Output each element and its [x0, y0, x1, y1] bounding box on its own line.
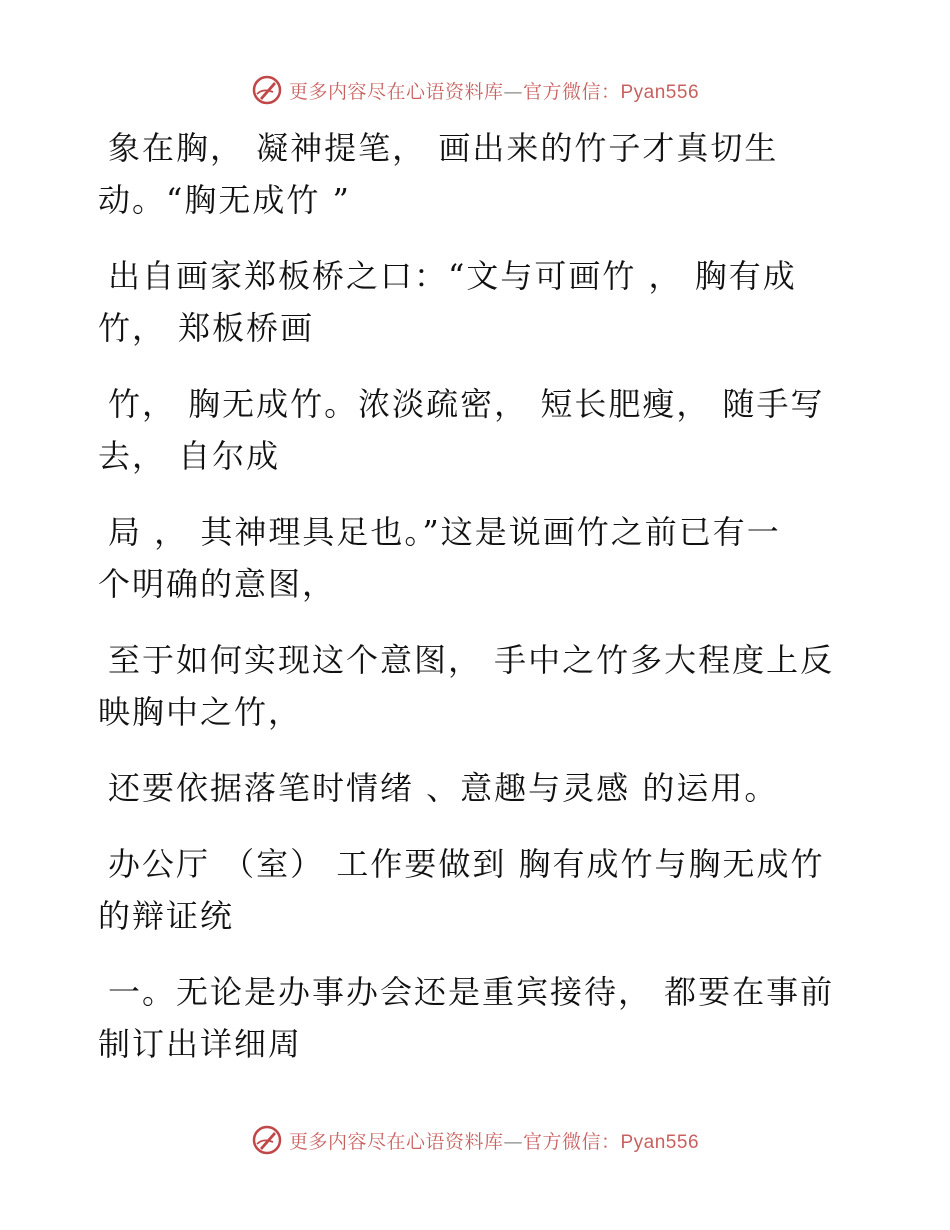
- document-body: [98, 122, 858, 1094]
- paragraph-1: [98, 122, 858, 226]
- paragraph-line: 还要依据落笔时情绪 、意趣与灵感 的运用。: [108, 769, 779, 807]
- paragraph-line: 竹， 郑板桥画: [98, 309, 315, 347]
- paragraph-4: [98, 506, 858, 610]
- paragraph-7: [98, 838, 858, 942]
- paragraph-line: 办公厅 （室） 工作要做到 胸有成竹与胸无成竹: [108, 845, 825, 883]
- paragraph-line: 象在胸， 凝神提笔， 画出来的竹子才真切生: [108, 129, 779, 167]
- watermark-account: Pyan556: [620, 81, 700, 103]
- watermark-main: 更多内容尽在心语资料库: [288, 80, 504, 103]
- header-watermark: [0, 70, 950, 110]
- watermark-separator: —: [503, 80, 523, 103]
- paragraph-line: 竹， 胸无成竹。浓淡疏密， 短长肥瘦， 随手写: [108, 385, 825, 423]
- watermark-label: 官方微信：: [522, 80, 621, 103]
- paragraph-line: 映胸中之竹，: [98, 693, 303, 731]
- paragraph-line: 局 ， 其神理具足也。”这是说画竹之前已有一: [108, 513, 781, 551]
- paragraph-line: 至于如何实现这个意图， 手中之竹多大程度上反: [108, 641, 835, 679]
- paragraph-2: [98, 250, 858, 354]
- paragraph-3: [98, 378, 858, 482]
- paragraph-line: 制订出详细周: [98, 1025, 303, 1063]
- paragraph-5: [98, 634, 858, 738]
- paragraph-line: 个明确的意图，: [98, 565, 337, 603]
- paragraph-line: 一。无论是办事办会还是重宾接待， 都要在事前: [108, 973, 835, 1011]
- watermark-separator: —: [503, 1130, 523, 1153]
- watermark-main: 更多内容尽在心语资料库: [288, 1130, 504, 1153]
- paragraph-line: 的辩证统: [98, 897, 235, 935]
- watermark-text: [289, 1127, 699, 1154]
- quill-logo-icon: [251, 74, 283, 106]
- watermark-text: [289, 77, 699, 104]
- quill-logo-icon: [251, 1124, 283, 1156]
- watermark-label: 官方微信：: [522, 1130, 621, 1153]
- paragraph-line: 出自画家郑板桥之口：“文与可画竹 ， 胸有成: [108, 257, 797, 295]
- paragraph-line: 去， 自尔成: [98, 437, 281, 475]
- footer-watermark: [0, 1120, 950, 1160]
- watermark-account: Pyan556: [620, 1131, 700, 1153]
- paragraph-8: [98, 966, 858, 1070]
- paragraph-6: [98, 762, 858, 814]
- paragraph-line: 动。“胸无成竹 ”: [98, 181, 351, 219]
